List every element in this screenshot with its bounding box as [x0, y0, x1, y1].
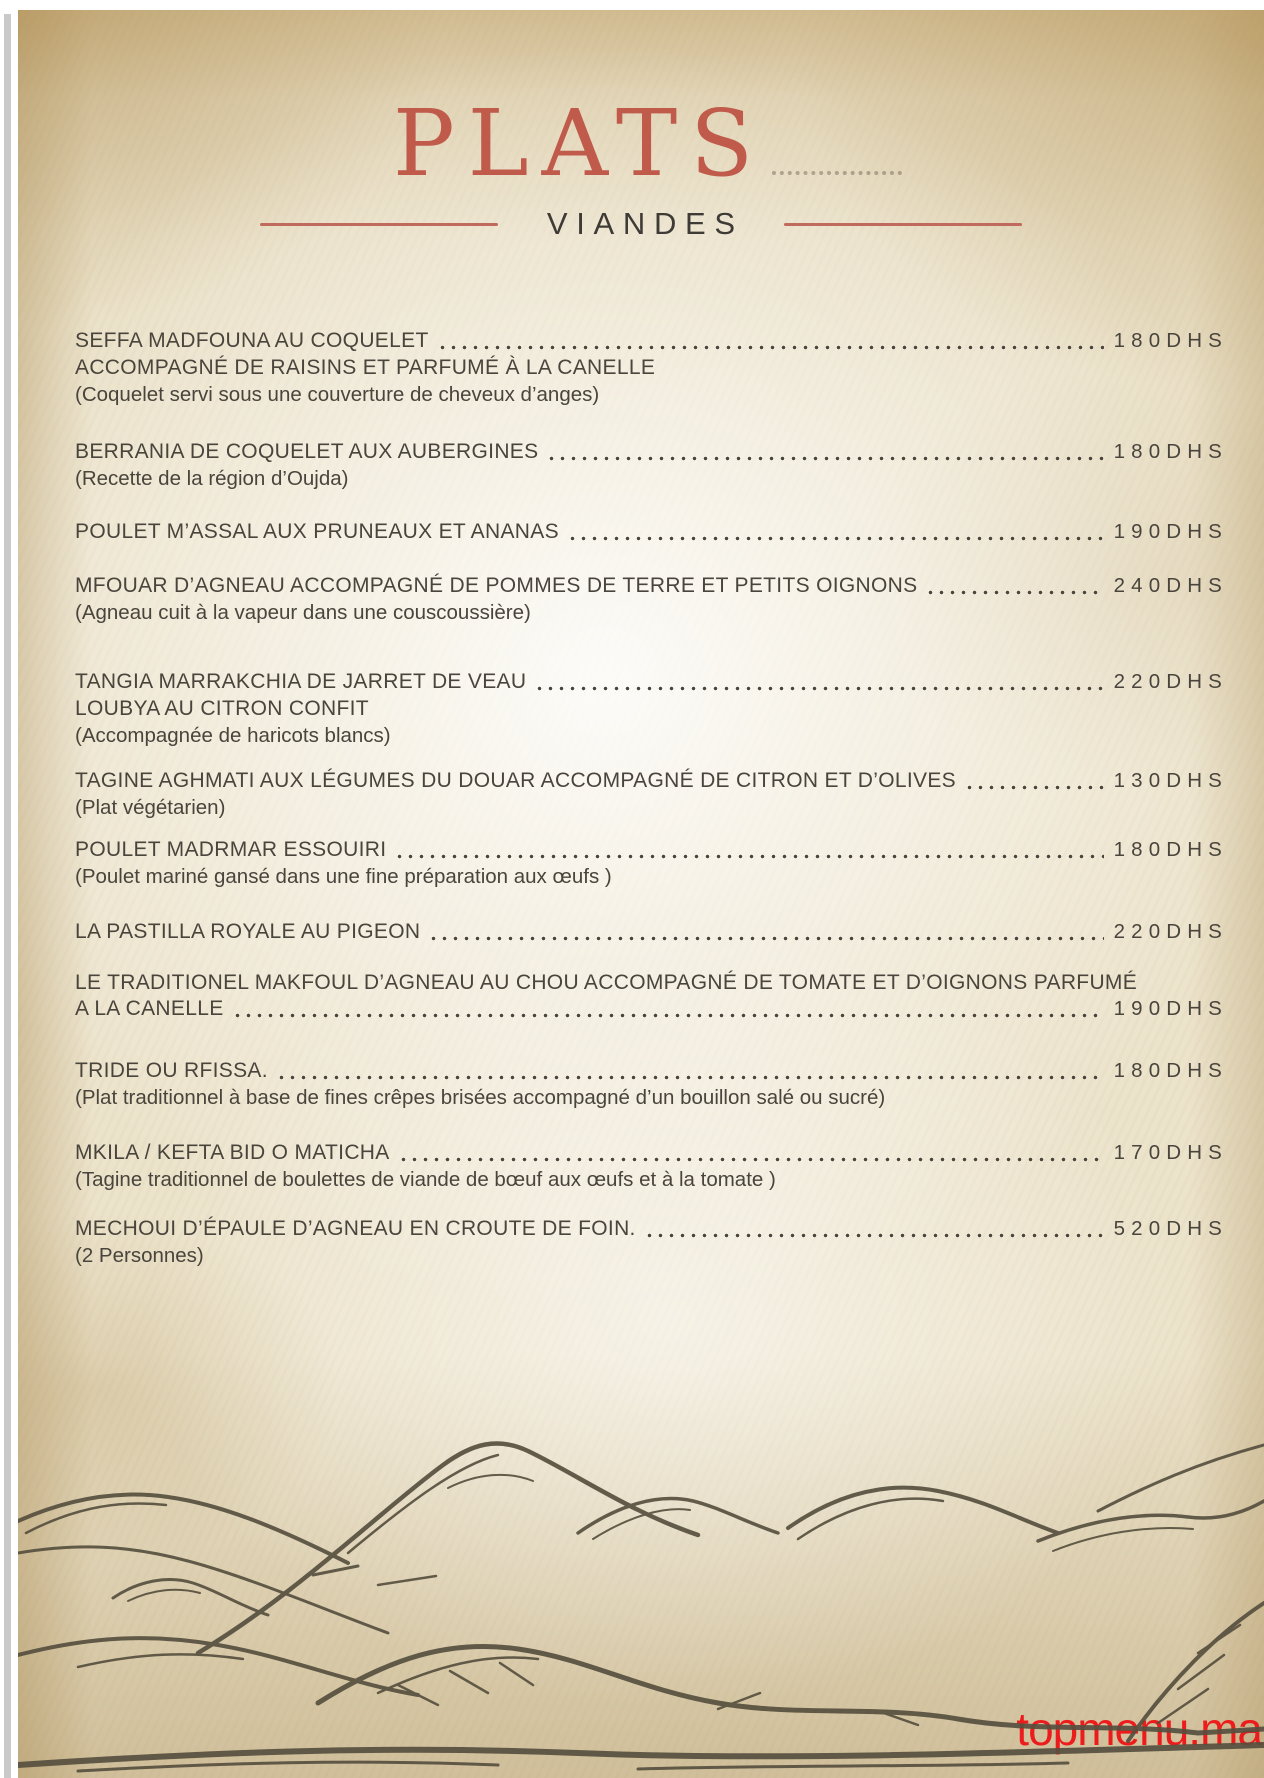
item-price: 220DHS — [1113, 670, 1228, 693]
item-price: 520DHS — [1113, 1217, 1228, 1240]
menu-header — [18, 90, 1264, 242]
menu-item-row — [75, 519, 1228, 545]
page-title — [18, 90, 1264, 197]
item-price: 170DHS — [1113, 1141, 1228, 1164]
item-name: POULET MADRMAR ESSOUIRI — [75, 838, 387, 861]
dotted-leader — [232, 1013, 1104, 1018]
menu-item — [75, 669, 1228, 749]
dotted-leader — [546, 456, 1103, 461]
dotted-leader — [276, 1075, 1104, 1080]
menu-item-row — [75, 1216, 1228, 1242]
item-description: (Poulet mariné gansé dans une fine préparation aux œufs ) — [75, 865, 612, 888]
dotted-leader — [394, 854, 1103, 859]
menu-list — [75, 328, 1228, 1269]
dotted-leader — [534, 686, 1103, 691]
item-name: A LA CANELLE — [75, 997, 224, 1020]
item-name: TANGIA MARRAKCHIA DE JARRET DE VEAU — [75, 670, 527, 693]
menu-item-row — [75, 1140, 1228, 1166]
item-price: 180DHS — [1113, 1059, 1228, 1082]
section-title: VIANDES — [546, 206, 744, 241]
menu-item — [75, 1140, 1228, 1193]
menu-item-row — [75, 669, 1228, 695]
dotted-leader — [964, 785, 1104, 790]
item-name-line2: ACCOMPAGNÉ DE RAISINS ET PARFUMÉ À LA CANELLE — [75, 356, 656, 379]
menu-item-row — [75, 439, 1228, 465]
item-description: (Coquelet servi sous une couverture de cheveux d’anges) — [75, 383, 600, 406]
item-price: 130DHS — [1113, 769, 1228, 792]
item-price: 240DHS — [1113, 574, 1228, 597]
item-description: (Plat traditionnel à base de fines crêpes brisées accompagné d’un bouillon salé ou sucré) — [75, 1086, 886, 1109]
item-price: 180DHS — [1113, 440, 1228, 463]
dotted-leader — [428, 936, 1103, 941]
item-price: 190DHS — [1113, 520, 1228, 543]
item-name: TAGINE AGHMATI AUX LÉGUMES DU DOUAR ACCOMPAGNÉ DE CITRON ET D’OLIVES — [75, 769, 957, 792]
page-title-text: PLATS — [392, 90, 767, 197]
item-description: (Recette de la région d’Oujda) — [75, 467, 349, 490]
watermark-text: topmenu.ma — [1016, 1703, 1262, 1755]
item-price: 220DHS — [1113, 920, 1228, 943]
menu-item — [75, 328, 1228, 408]
menu-item-row — [75, 573, 1228, 599]
title-dotted-flourish — [772, 163, 902, 175]
parchment-background — [18, 10, 1264, 1778]
section-rule-right — [784, 223, 1022, 226]
menu-item — [75, 970, 1228, 1022]
item-name-line2: LOUBYA AU CITRON CONFIT — [75, 697, 369, 720]
menu-item-row — [75, 1058, 1228, 1084]
menu-item — [75, 919, 1228, 945]
item-price: 190DHS — [1113, 997, 1228, 1020]
page-left-edge-strip — [4, 14, 11, 1778]
menu-item — [75, 1216, 1228, 1269]
item-name: MFOUAR D’AGNEAU ACCOMPAGNÉ DE POMMES DE TERRE ET PETITS OIGNONS — [75, 574, 918, 597]
menu-item — [75, 768, 1228, 821]
item-description: (Plat végétarien) — [75, 796, 226, 819]
menu-item — [75, 1058, 1228, 1111]
item-price: 180DHS — [1113, 329, 1228, 352]
item-name: MECHOUI D’ÉPAULE D’AGNEAU EN CROUTE DE FOIN. — [75, 1217, 636, 1240]
menu-item-row — [75, 328, 1228, 354]
dotted-leader — [644, 1233, 1104, 1238]
item-description: (2 Personnes) — [75, 1244, 204, 1267]
item-description: (Tagine traditionnel de boulettes de viande de bœuf aux œufs et à la tomate ) — [75, 1168, 776, 1191]
item-name: MKILA / KEFTA BID O MATICHA — [75, 1141, 390, 1164]
menu-item-row — [75, 996, 1228, 1022]
section-header — [18, 206, 1264, 242]
item-name: SEFFA MADFOUNA AU COQUELET — [75, 329, 429, 352]
menu-item — [75, 573, 1228, 626]
item-name-preline: LE TRADITIONEL MAKFOUL D’AGNEAU AU CHOU ACCOMPAGNÉ DE TOMATE ET D’OIGNONS PARFUMÉ — [75, 971, 1138, 994]
menu-item-row — [75, 837, 1228, 863]
dotted-leader — [925, 590, 1103, 595]
item-price: 180DHS — [1113, 838, 1228, 861]
dotted-leader — [437, 345, 1104, 350]
item-name: TRIDE OU RFISSA. — [75, 1059, 268, 1082]
section-rule-left — [260, 223, 498, 226]
dotted-leader — [567, 536, 1104, 541]
item-description: (Agneau cuit à la vapeur dans une couscoussière) — [75, 601, 531, 624]
menu-item-row — [75, 919, 1228, 945]
menu-item — [75, 519, 1228, 545]
item-name: LA PASTILLA ROYALE AU PIGEON — [75, 920, 421, 943]
menu-item — [75, 837, 1228, 890]
dotted-leader — [398, 1157, 1104, 1162]
item-name: POULET M’ASSAL AUX PRUNEAUX ET ANANAS — [75, 520, 559, 543]
menu-item — [75, 439, 1228, 492]
item-description: (Accompagnée de haricots blancs) — [75, 724, 391, 747]
menu-item-row — [75, 768, 1228, 794]
item-name: BERRANIA DE COQUELET AUX AUBERGINES — [75, 440, 539, 463]
